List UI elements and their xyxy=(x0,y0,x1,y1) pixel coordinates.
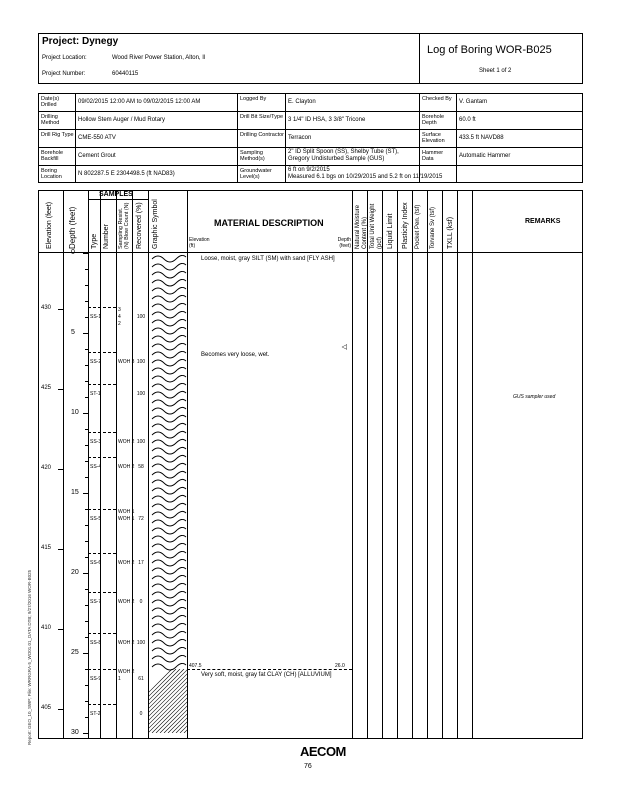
contact-line xyxy=(187,669,352,670)
depth-minor-tick xyxy=(85,349,88,350)
depth-label: Borehole Depth xyxy=(422,114,445,126)
depth-minor-tick xyxy=(85,397,88,398)
sample-blows: 1 xyxy=(118,675,121,682)
depth-minor-tick xyxy=(85,285,88,286)
col-material: MATERIAL DESCRIPTION xyxy=(214,218,324,228)
elevation-tick: 410 xyxy=(41,625,52,631)
location-value: Wood River Power Station, Alton, Il xyxy=(112,55,206,61)
elevation-tick: 430 xyxy=(41,305,52,311)
header-divider xyxy=(419,34,420,83)
sample-type: ST-2 xyxy=(90,710,101,717)
sampling-label: Sampling Method(s) xyxy=(240,150,265,162)
depth-minor-tick xyxy=(85,637,88,638)
fly-ash-pattern-stroke xyxy=(152,303,186,310)
sample-interval-line xyxy=(88,384,116,385)
col-unit-weight: Total Unit Weight (pcf) xyxy=(370,203,383,249)
clay-hatch-line xyxy=(164,669,187,733)
elevation-tick: 415 xyxy=(41,545,52,551)
elevation-tick-mark xyxy=(58,469,63,470)
sample-interval-line xyxy=(88,553,116,554)
fly-ash-pattern-stroke xyxy=(152,287,186,294)
col-graphic: Graphic Symbol xyxy=(152,199,159,249)
graphic-log xyxy=(148,253,187,733)
depth-tick-mark xyxy=(83,413,88,414)
fly-ash-pattern-stroke xyxy=(152,495,186,502)
fly-ash-pattern-stroke xyxy=(152,455,186,462)
material-description: Very soft, moist, gray fat CLAY (CH) [ALLUVIUM] xyxy=(201,672,332,679)
page-number: 76 xyxy=(304,763,312,770)
fly-ash-pattern-stroke xyxy=(152,263,186,270)
col-elev-ft: Elevation (ft) xyxy=(189,237,210,249)
fly-ash-pattern-stroke xyxy=(152,463,186,470)
dates-value: 09/02/2015 12:00 AM to 09/02/2015 12:00 AM xyxy=(78,99,201,105)
depth-tick: 15 xyxy=(71,489,79,496)
depth-minor-tick xyxy=(85,701,88,702)
remark-text: GUS sampler used xyxy=(513,393,556,400)
boring-location-value: N 802287.5 E 2304498.5 (ft NAD83) xyxy=(78,171,175,177)
fly-ash-pattern-stroke xyxy=(152,535,186,542)
sample-interval-line xyxy=(88,352,116,353)
sample-type: SS-8 xyxy=(90,640,102,647)
hammer-label: Hammer Data xyxy=(422,150,444,162)
sample-blows: 2 xyxy=(118,321,121,327)
sampling-value: 2" ID Split Spoon (SS), Shelby Tube (ST), Gregory Undisturbed Sample (GUS) xyxy=(288,149,399,162)
project-title: Project: Dynegy xyxy=(42,36,119,47)
fly-ash-pattern-stroke xyxy=(152,639,186,646)
sample-interval-line xyxy=(88,457,116,458)
aecom-logo: AECOM xyxy=(300,744,346,759)
depth-minor-tick xyxy=(85,685,88,686)
sample-type: SS-3 xyxy=(90,438,102,445)
fly-ash-pattern-stroke xyxy=(152,351,186,358)
col-moisture: Natural Moisture Content (%) xyxy=(355,204,368,249)
col-plasticity: Plasticity Index xyxy=(402,202,409,249)
sample-blows: WOH 1 xyxy=(118,508,135,515)
groundwater-marker-icon: ▽ xyxy=(340,343,348,350)
fly-ash-pattern-stroke xyxy=(152,311,186,318)
fly-ash-pattern-stroke xyxy=(152,559,186,566)
col-remarks: REMARKS xyxy=(525,218,561,225)
fly-ash-pattern-stroke xyxy=(152,431,186,438)
depth-tick-mark xyxy=(83,493,88,494)
fly-ash-pattern-stroke xyxy=(152,447,186,454)
method-value: Hollow Stem Auger / Mud Rotary xyxy=(78,117,166,123)
fly-ash-pattern-stroke xyxy=(152,439,186,446)
fly-ash-pattern-stroke xyxy=(152,327,186,334)
fly-ash-pattern-stroke xyxy=(152,335,186,342)
fly-ash-pattern-stroke xyxy=(152,623,186,630)
sample-recovered: 72 xyxy=(138,515,144,522)
groundwater-value-2: Measured 6.1 bgs on 10/29/2015 and 5.2 ft on 11/19/2015 xyxy=(288,174,443,180)
elevation-tick: 420 xyxy=(41,465,52,471)
fly-ash-pattern-stroke xyxy=(152,487,186,494)
sample-interval-line xyxy=(88,633,116,634)
sample-interval-line xyxy=(88,432,116,433)
elevation-label: Surface Elevation xyxy=(422,132,445,144)
sample-blows: WOH 3 xyxy=(118,358,135,365)
sample-blows: WOH 2 xyxy=(118,438,135,445)
clay-hatch-line xyxy=(148,669,187,733)
depth-tick-mark xyxy=(83,333,88,334)
depth-tick-mark xyxy=(83,733,88,734)
depth-minor-tick xyxy=(85,365,88,366)
checked-value: V. Gantam xyxy=(459,99,488,105)
bit-value: 3 1/4" ID HSA, 3 3/8" Tricone xyxy=(288,117,366,123)
fly-ash-pattern-stroke xyxy=(152,367,186,374)
col-number: Number xyxy=(103,224,110,249)
rig-value: CME-550 ATV xyxy=(78,135,116,141)
depth-minor-tick xyxy=(85,445,88,446)
fly-ash-pattern-stroke xyxy=(152,591,186,598)
depth-tick: 10 xyxy=(71,409,79,416)
info-grid xyxy=(38,93,583,183)
depth-minor-tick xyxy=(85,269,88,270)
sample-recovered: 58 xyxy=(138,464,144,471)
elevation-tick-mark xyxy=(58,629,63,630)
contact-elevation: 407.5 xyxy=(189,663,202,669)
col-depth: Depth (feet) xyxy=(68,206,77,249)
fly-ash-pattern-stroke xyxy=(152,519,186,526)
depth-minor-tick xyxy=(85,317,88,318)
fly-ash-pattern-stroke xyxy=(152,583,186,590)
bit-label: Drill Bit Size/Type xyxy=(240,114,284,120)
sample-recovered: 100 xyxy=(136,438,146,445)
backfill-label: Borehole Backfill xyxy=(41,150,64,162)
fly-ash-pattern-stroke xyxy=(152,399,186,406)
logged-value: E. Clayton xyxy=(288,99,316,105)
fly-ash-pattern-stroke xyxy=(152,375,186,382)
depth-minor-tick xyxy=(85,557,88,558)
sample-recovered: 100 xyxy=(136,314,146,320)
method-label: Drilling Method xyxy=(41,114,60,126)
sample-recovered: 100 xyxy=(136,640,146,647)
elevation-value: 433.5 ft NAVD88 xyxy=(459,135,504,141)
fly-ash-pattern-stroke xyxy=(152,279,186,286)
sample-type: SS-1 xyxy=(90,314,102,320)
sample-type: SS-2 xyxy=(90,358,102,365)
col-elevation: Elevation (feet) xyxy=(46,201,53,249)
depth-minor-tick xyxy=(85,621,88,622)
elevation-tick-mark xyxy=(58,549,63,550)
sample-blows: 3 xyxy=(118,307,121,313)
depth-minor-tick xyxy=(85,541,88,542)
sample-type: SS-7 xyxy=(90,598,102,605)
fly-ash-pattern-stroke xyxy=(152,663,186,670)
project-number-value: 60440115 xyxy=(112,71,139,77)
fly-ash-pattern-stroke xyxy=(152,255,186,262)
depth-value: 60.0 ft xyxy=(459,117,476,123)
depth-tick: 30 xyxy=(71,729,79,736)
fly-ash-pattern-stroke xyxy=(152,551,186,558)
location-label-2: Boring Location xyxy=(41,168,62,180)
elevation-tick-mark xyxy=(58,309,63,310)
sample-type: SS-5 xyxy=(90,515,102,522)
groundwater-value-1: 6 ft on 9/2/2015 xyxy=(288,167,330,173)
sample-blows: WOH 1 xyxy=(118,515,135,522)
fly-ash-pattern-stroke xyxy=(152,359,186,366)
elevation-tick-mark xyxy=(58,389,63,390)
sample-type: SS-6 xyxy=(90,560,102,567)
fly-ash-pattern-stroke xyxy=(152,503,186,510)
col-recovered: Recovered (%) xyxy=(136,202,143,249)
depth-minor-tick xyxy=(85,525,88,526)
fly-ash-pattern-stroke xyxy=(152,599,186,606)
fly-ash-pattern-stroke xyxy=(152,647,186,654)
checked-label: Checked By xyxy=(422,96,452,102)
sample-recovered: 100 xyxy=(136,358,146,365)
contractor-value: Terracon xyxy=(288,135,312,141)
contractor-label: Drilling Contractor xyxy=(240,132,285,138)
backfill-value: Cement Grout xyxy=(78,153,116,159)
depth-tick: 20 xyxy=(71,569,79,576)
sample-interval-line xyxy=(88,704,116,705)
sample-recovered: 61 xyxy=(138,675,144,682)
depth-minor-tick xyxy=(85,301,88,302)
material-description: Loose, moist, gray SILT (SM) with sand [FLY ASH] xyxy=(201,256,335,263)
log-body xyxy=(39,191,584,740)
elevation-tick: 425 xyxy=(41,385,52,391)
dates-label: Date(s) Drilled xyxy=(41,96,60,108)
fly-ash-pattern-stroke xyxy=(152,655,186,662)
col-pocket-pen: Pocket Pen. (tsf) xyxy=(415,204,421,249)
log-table xyxy=(38,190,583,739)
col-depth-ft: Depth (feet) xyxy=(337,237,351,249)
depth-minor-tick xyxy=(85,381,88,382)
material-description: Becomes very loose, wet. xyxy=(201,352,270,359)
contact-depth: 26.0 xyxy=(335,663,345,669)
col-type: Type xyxy=(91,233,98,249)
sample-interval-line xyxy=(88,592,116,593)
fly-ash-pattern-stroke xyxy=(152,343,186,350)
fly-ash-pattern-stroke xyxy=(152,423,186,430)
sample-blows: WOH 2 xyxy=(118,640,135,647)
location-label: Project Location: xyxy=(42,55,87,61)
depth-minor-tick xyxy=(85,589,88,590)
sheet-number: Sheet 1 of 2 xyxy=(479,68,512,74)
sample-recovered: 17 xyxy=(138,560,144,567)
sample-blows: WOH 2 xyxy=(118,598,135,605)
depth-tick: 25 xyxy=(71,649,79,656)
elevation-tick-mark xyxy=(58,709,63,710)
fly-ash-pattern-stroke xyxy=(152,511,186,518)
fly-ash-pattern-stroke xyxy=(152,319,186,326)
sample-recovered: 0 xyxy=(139,710,143,717)
hammer-value: Automatic Hammer xyxy=(459,153,511,159)
sample-interval-line xyxy=(88,509,116,510)
fly-ash-pattern-stroke xyxy=(152,527,186,534)
fly-ash-pattern-stroke xyxy=(152,479,186,486)
sample-recovered: 100 xyxy=(136,390,146,397)
project-number-label: Project Number: xyxy=(42,71,86,77)
log-title: Log of Boring WOR-B025 xyxy=(427,44,552,56)
depth-minor-tick xyxy=(85,717,88,718)
sample-interval-line xyxy=(88,307,116,308)
fly-ash-pattern-stroke xyxy=(152,383,186,390)
sample-blows: WOH 2 xyxy=(118,668,135,675)
col-liquid-limit: Liquid Limit xyxy=(387,213,394,249)
fly-ash-pattern-stroke xyxy=(152,575,186,582)
depth-minor-tick xyxy=(85,477,88,478)
rig-label: Drill Rig Type xyxy=(41,132,74,138)
depth-tick-mark xyxy=(83,653,88,654)
fly-ash-pattern-stroke xyxy=(152,471,186,478)
sample-blows: 4 xyxy=(118,314,121,320)
side-file-note: Report: GEO_10_SWP; File: WRRGRA-5_WO01.01_DATA DTB; 9/27/2016 WOR-B025 xyxy=(27,569,32,745)
depth-tick-mark xyxy=(83,573,88,574)
depth-tick: 0 xyxy=(71,249,75,256)
sample-blows: WOH 2 xyxy=(118,560,135,567)
depth-minor-tick xyxy=(85,461,88,462)
elevation-tick: 405 xyxy=(41,705,52,711)
fly-ash-pattern-stroke xyxy=(152,415,186,422)
fly-ash-pattern-stroke xyxy=(152,607,186,614)
fly-ash-pattern-stroke xyxy=(152,567,186,574)
sample-blows: WOH 2 xyxy=(118,464,135,471)
depth-tick-mark xyxy=(83,253,88,254)
fly-ash-pattern-stroke xyxy=(152,295,186,302)
col-blows: Sampling Resist. (N) Blow Count (N) xyxy=(118,202,130,249)
header-box xyxy=(38,33,583,84)
depth-minor-tick xyxy=(85,605,88,606)
fly-ash-pattern-stroke xyxy=(152,407,186,414)
fly-ash-pattern-stroke xyxy=(152,271,186,278)
sample-interval-line xyxy=(88,669,116,670)
fly-ash-pattern-stroke xyxy=(152,391,186,398)
groundwater-label: Groundwater Level(s) xyxy=(240,168,272,180)
depth-tick: 5 xyxy=(71,329,75,336)
fly-ash-pattern-stroke xyxy=(152,631,186,638)
sample-type: SS-9 xyxy=(90,675,102,682)
sample-type: ST-1 xyxy=(90,390,101,397)
logged-label: Logged By xyxy=(240,96,267,102)
sample-type: SS-4 xyxy=(90,464,102,471)
col-samples: SAMPLES xyxy=(99,191,133,198)
sample-recovered: 0 xyxy=(139,598,143,605)
col-torvane: Torvane Sv (tsf) xyxy=(430,206,436,249)
fly-ash-pattern-stroke xyxy=(152,615,186,622)
fly-ash-pattern-stroke xyxy=(152,543,186,550)
col-txll: TXLL (ksf) xyxy=(447,216,454,249)
depth-minor-tick xyxy=(85,429,88,430)
